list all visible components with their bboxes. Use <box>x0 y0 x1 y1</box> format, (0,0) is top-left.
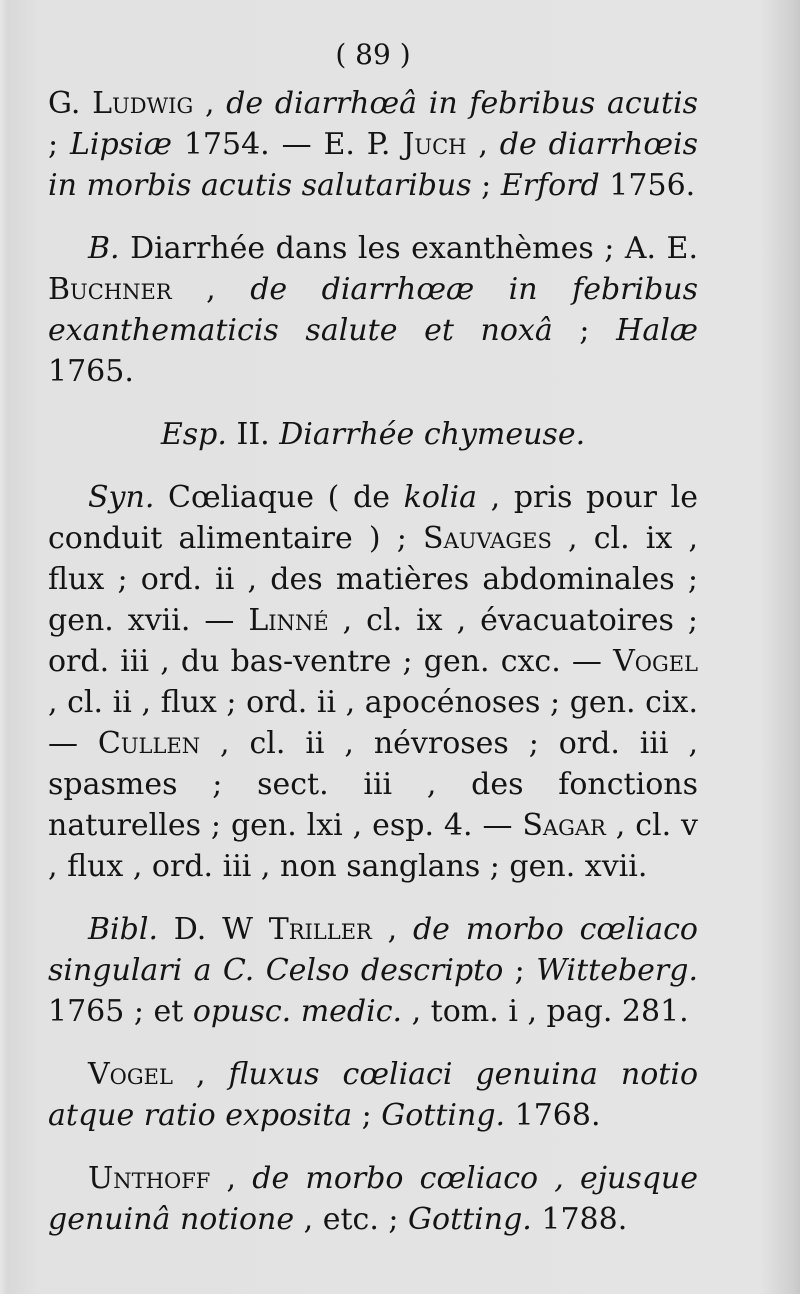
text-segment: opusc. medic. <box>192 994 403 1029</box>
text-segment: , <box>172 1057 229 1092</box>
text-segment: Diarrhée chymeuse. <box>279 417 586 452</box>
text-segment: , pris pour le conduit alimentaire ) ; <box>48 480 698 556</box>
text-segment: Syn. <box>88 480 155 515</box>
text-segment: de diarrhœâ in febribus acutis <box>226 86 699 121</box>
text-segment: fluxus cœliaci genuina notio atque ratio exposita <box>48 1057 699 1133</box>
bibliography-triller <box>48 909 698 1032</box>
text-segment: Erford <box>500 168 600 203</box>
text-segment: , cl. ix , évacuatoires ; ord. iii , du bas-ventre ; gen. cxc. — <box>48 603 698 679</box>
text-segment: Linné <box>248 603 329 638</box>
text-segment: Vogel <box>88 1057 173 1092</box>
text-segment: , tom. i , pag. 281. <box>402 994 689 1029</box>
text-segment: de diarrhœis in morbis acutis salutaribus <box>48 127 698 203</box>
text-segment: ; <box>352 1098 382 1133</box>
text-segment: Juch <box>402 127 467 162</box>
text-segment: Lipsiæ <box>70 127 172 162</box>
text-segment: , cl. ii , névroses ; ord. iii , spasmes ; sect. iii , des fonctions naturelles ; gen. lxi , esp. 4. — <box>48 726 698 843</box>
species-heading <box>48 414 698 455</box>
text-segment: 1788. <box>531 1202 628 1237</box>
text-segment: 1765 ; et <box>48 994 193 1029</box>
text-segment: G. <box>48 86 93 121</box>
text-segment: Sauvages <box>423 521 552 556</box>
text-segment: , <box>466 127 500 162</box>
synonymy-paragraph <box>48 477 698 887</box>
text-segment: Gotting. <box>408 1202 532 1237</box>
text-segment: Sagar <box>522 808 606 843</box>
text-segment: ; <box>471 168 501 203</box>
text-segment: 1768. <box>505 1098 601 1133</box>
text-segment: kolia <box>403 480 477 515</box>
text-segment: 1754. — E. P. <box>171 127 403 162</box>
reference-ludwig-juch <box>48 83 698 206</box>
text-segment: B. <box>88 231 120 266</box>
text-segment: Halæ <box>616 313 698 348</box>
text-segment: , cl. v , flux , ord. iii , non sanglans ; gen. xvii. <box>48 808 699 884</box>
text-segment: , cl. ii , flux ; ord. ii , apocénoses ; gen. cix. — <box>48 685 698 761</box>
text-segment: Vogel <box>613 644 698 679</box>
text-segment: D. W <box>157 912 269 947</box>
text-segment: Ludwig <box>92 86 194 121</box>
text-segment: , <box>171 272 251 307</box>
text-segment: Diarrhée dans les exanthèmes ; A. E. <box>119 231 698 266</box>
text-segment: ; <box>48 127 70 162</box>
reference-vogel <box>48 1054 698 1136</box>
reference-unthoff <box>48 1158 698 1240</box>
reference-buchner <box>48 228 698 392</box>
text-segment: ; <box>503 953 537 988</box>
text-segment: II. <box>226 417 280 452</box>
page-bottom-edge <box>0 1294 800 1304</box>
page-text <box>48 34 698 1240</box>
text-segment: ; <box>552 313 617 348</box>
text-segment: Triller <box>268 912 372 947</box>
text-segment: Esp. <box>160 417 227 452</box>
text-segment: , <box>371 912 413 947</box>
text-segment: Buchner <box>48 272 172 307</box>
text-segment: , <box>193 86 227 121</box>
text-segment: , <box>210 1161 253 1196</box>
text-segment: Bibl. <box>88 912 158 947</box>
text-segment: , cl. ix , flux ; ord. ii , des matières abdominales ; gen. xvii. — <box>48 521 698 638</box>
text-segment: Unthoff <box>88 1161 211 1196</box>
text-segment: Gotting. <box>381 1098 506 1133</box>
text-segment: de diarrhœæ in febribus exanthematicis salute et noxâ <box>48 272 699 348</box>
text-segment: Cullen <box>97 726 201 761</box>
text-segment: Witteberg. <box>536 953 698 988</box>
text-segment: 1756. <box>599 168 696 203</box>
text-segment: , etc. ; <box>294 1202 409 1237</box>
page-number: ( 89 ) <box>335 38 411 71</box>
text-segment: Cœliaque ( de <box>154 480 404 515</box>
text-segment: 1765. <box>48 354 134 389</box>
text-segment: de morbo cœliaco singulari a C. Celso descripto <box>48 912 698 988</box>
text-segment: de morbo cœliaco , ejusque genuinâ notione <box>48 1161 698 1237</box>
